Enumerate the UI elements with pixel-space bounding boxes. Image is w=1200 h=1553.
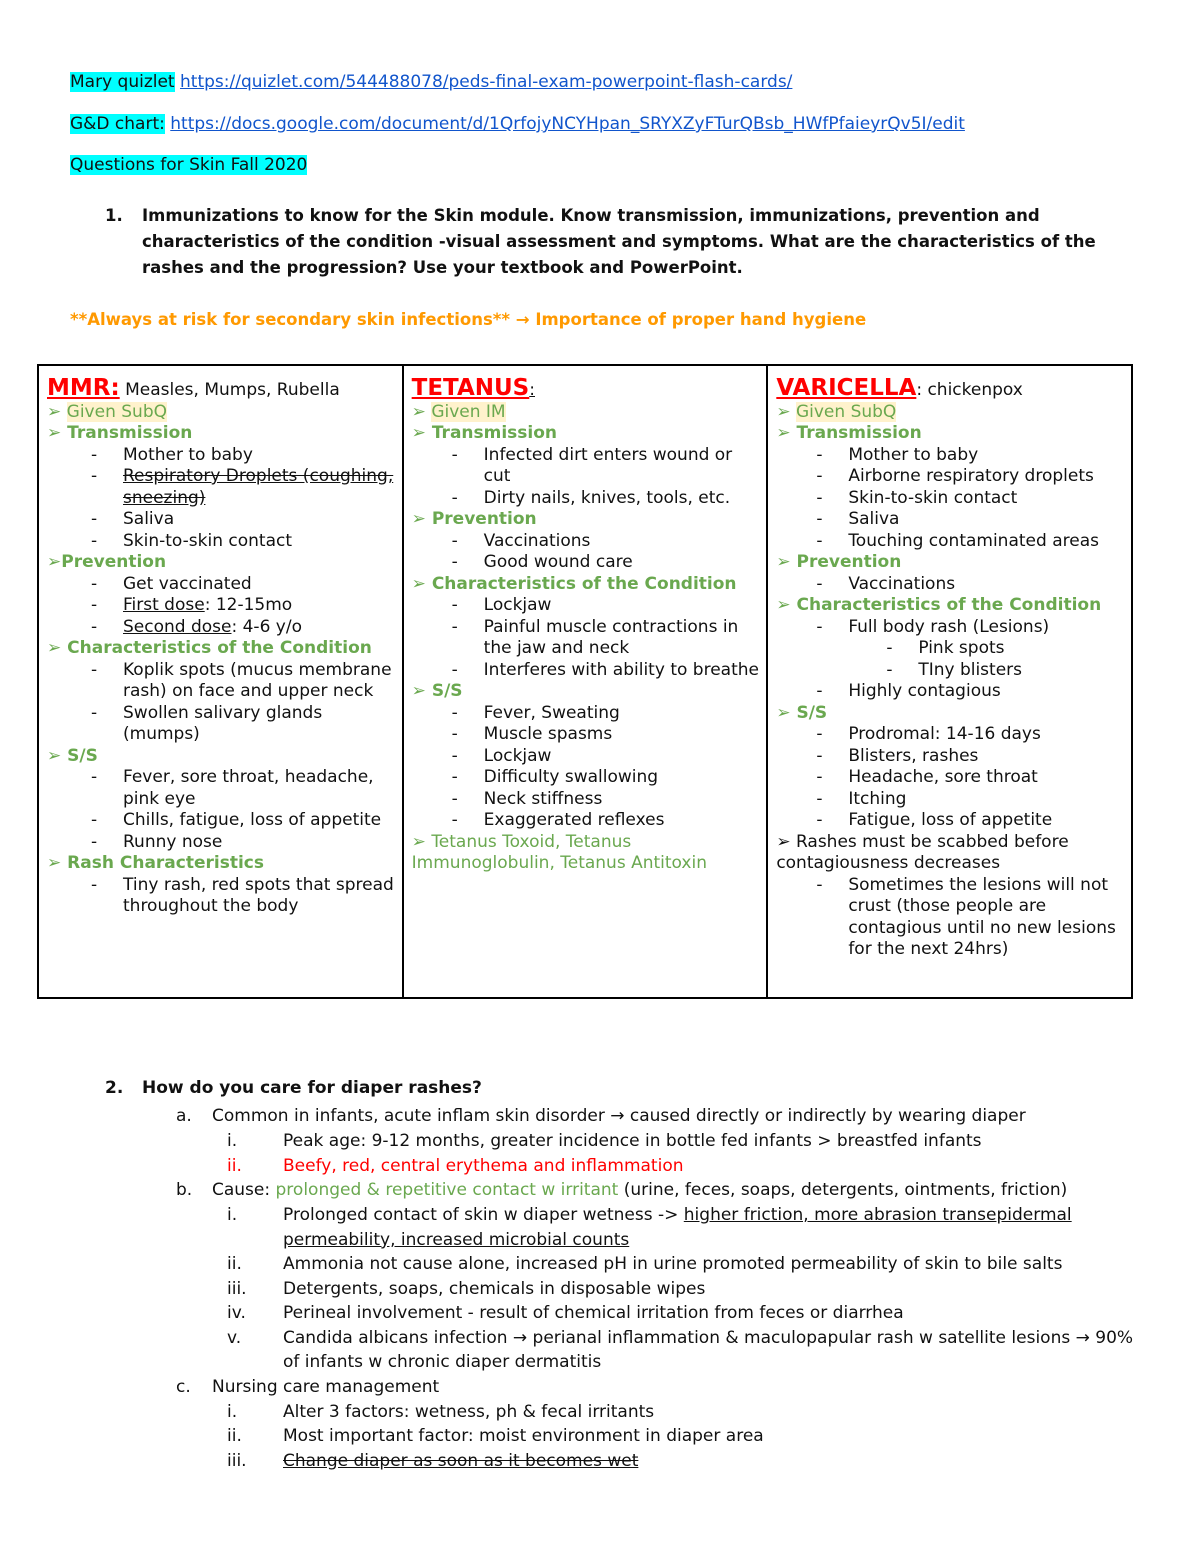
list-item: - Fever, Sweating <box>484 703 761 725</box>
list-item: - Exaggerated reflexes <box>484 810 761 832</box>
gd-chart-link[interactable]: https://docs.google.com/document/d/1QrfojyNCYHpan_SRYXZyFTurQBsb_HWfPfaieyrQv5I/edit <box>170 114 965 134</box>
question-2 <box>105 1078 1145 1473</box>
list-item: - Get vaccinated <box>123 574 396 596</box>
list-item: c. Nursing care management <box>176 1376 440 1397</box>
list-item: ii. Beefy, red, central erythema and inflammation <box>227 1155 684 1176</box>
list-item: - Saliva <box>848 509 1125 531</box>
list-item: - Koplik spots (mucus membrane rash) on face and upper neck <box>123 660 396 703</box>
list-item: i. Peak age: 9-12 months, greater incidence in bottle fed infants > breastfed infants <box>227 1131 982 1151</box>
mmr-subtitle: Measles, Mumps, Rubella <box>119 380 340 400</box>
list-item: iv. Perineal involvement - result of chemical irritation from feces or diarrhea <box>227 1303 904 1323</box>
list-item: - Blisters, rashes <box>848 746 1125 768</box>
list-item: - Painful muscle contractions in the jaw and neck <box>484 617 761 660</box>
list-item: b. Cause: prolonged & repetitive contact w irritant (urine, feces, soaps, detergents, ointments, friction) <box>176 1180 1068 1200</box>
list-item: - Fever, sore throat, headache, pink eye <box>123 767 396 810</box>
list-item: - Fatigue, loss of appetite <box>848 810 1125 832</box>
quizlet-label: Mary quizlet <box>70 72 175 92</box>
list-item: - Headache, sore throat <box>848 767 1125 789</box>
list-item: - Neck stiffness <box>484 789 761 811</box>
question-2-title: How do you care for diaper rashes? <box>142 1078 482 1098</box>
varicella-given: Given SubQ <box>795 401 897 422</box>
varicella-scab-note: Rashes must be scabbed before contagiousness decreases <box>776 831 1069 873</box>
questions-title-line <box>70 155 307 175</box>
list-item: - Lockjaw <box>484 595 761 617</box>
first-dose-label: First dose <box>123 595 205 615</box>
second-dose-value: : 4-6 y/o <box>231 616 302 637</box>
risk-note: **Always at risk for secondary skin infections** → Importance of proper hand hygiene <box>70 310 867 329</box>
tetanus-given: Given IM <box>431 401 506 422</box>
list-item: - Mother to baby <box>848 445 1125 467</box>
list-item: - Airborne respiratory droplets <box>848 466 1125 488</box>
gd-chart-label: G&D chart: <box>70 114 165 134</box>
list-item: - Pink spots <box>918 638 1125 660</box>
mmr-transmission-list <box>47 445 396 553</box>
varicella-transmission-list <box>776 445 1125 553</box>
varicella-column: VARICELLA: chickenpox ➢ Given SubQ ➢ Transmission - Mother to baby - Airborne respiratory droplets - Skin-to-skin contact - Saliva - Touching contaminated areas ➢ Prevention - Vaccinations ➢ Characteristics of the Condition - Full body rash (Lesions) - Pink spots - TIny blisters - Highly contagious ➢ S/S - Prodromal: 14-16 days - Blisters, rashes - Headache, sore throat - Itching - Fatigue, loss of appetite ➢ Rashes must be scabbed before contagiousness decreases - Sometimes the lesions will not crust (those people are contagious until no new lesions for the next 24hrs) <box>767 365 1132 998</box>
mmr-characteristics-heading: Characteristics of the Condition <box>67 638 372 658</box>
questions-title: Questions for Skin Fall 2020 <box>70 155 308 175</box>
question-1-number: 1. <box>105 206 123 225</box>
tetanus-prevention-list <box>412 531 761 574</box>
list-item: - Dirty nails, knives, tools, etc. <box>484 488 761 510</box>
list-item: - Saliva <box>123 509 396 531</box>
mmr-column: MMR: Measles, Mumps, Rubella ➢ Given SubQ ➢ Transmission - Mother to baby - Respiratory Droplets (coughing, sneezing) - Saliva - Skin-to-skin contact ➢Prevention - Get vaccinated - First dose: 12-15mo - Second dose: 4-6 y/o ➢ Characteristics of the Condition - Koplik spots (mucus membrane rash) on face and upper neck - Swollen salivary glands (mumps) ➢ S/S - Fever, sore throat, headache, pink eye - Chills, fatigue, loss of appetite - Runny nose ➢ Rash Characteristics - Tiny rash, red spots that spread throughout the body <box>38 365 403 998</box>
mmr-characteristics-list <box>47 660 396 746</box>
immunization-table <box>37 364 1133 999</box>
tetanus-transmission-list <box>412 445 761 510</box>
mmr-ss-heading: S/S <box>67 745 98 766</box>
tetanus-title: TETANUS <box>411 375 530 401</box>
list-item <box>123 617 396 639</box>
list-item: - Touching contaminated areas <box>848 531 1125 553</box>
second-dose-label: Second dose <box>123 616 232 637</box>
list-item: - Sometimes the lesions will not crust (those people are contagious until no new lesions for the next 24hrs) <box>848 875 1125 961</box>
list-item: ii. Most important factor: moist environment in diaper area <box>227 1426 764 1446</box>
list-item: - Itching <box>848 789 1125 811</box>
list-item: - Prodromal: 14-16 days <box>848 724 1125 746</box>
mmr-rash-list <box>47 875 396 918</box>
list-item: - Good wound care <box>484 552 761 574</box>
tetanus-ss-heading: S/S <box>431 681 463 701</box>
list-item: iii. Detergents, soaps, chemicals in disposable wipes <box>227 1278 706 1299</box>
varicella-characteristics-heading: Characteristics of the Condition <box>796 595 1102 615</box>
list-item: - TIny blisters <box>918 660 1125 682</box>
first-dose-value: : 12-15mo <box>204 595 293 615</box>
quizlet-link[interactable]: https://quizlet.com/544488078/peds-final-exam-powerpoint-flash-cards/ <box>180 72 793 92</box>
question-2-heading <box>105 1078 1145 1104</box>
list-item: - Lockjaw <box>484 746 761 768</box>
tetanus-colon: : <box>529 380 535 400</box>
varicella-characteristics-sublist <box>776 638 1125 681</box>
mmr-ss-list <box>47 767 396 853</box>
mmr-rash-heading: Rash Characteristics <box>67 853 264 873</box>
list-item: - Interferes with ability to breathe <box>484 660 761 682</box>
varicella-prevention-heading: Prevention <box>796 552 902 572</box>
list-item: v. Candida albicans infection → perianal inflammation & maculopapular rash w satellite lesions → 90% of infants w chronic diaper dermatitis <box>227 1327 1134 1372</box>
list-item: - Mother to baby <box>123 445 396 467</box>
list-item: - Tiny rash, red spots that spread throughout the body <box>123 875 396 918</box>
tetanus-characteristics-list <box>412 595 761 681</box>
tetanus-transmission-heading: Transmission <box>431 423 558 443</box>
question-2-number: 2. <box>105 1078 124 1098</box>
list-item: - Runny nose <box>123 832 396 854</box>
varicella-ss-list <box>776 724 1125 832</box>
list-item: - Difficulty swallowing <box>484 767 761 789</box>
question-1-text: Immunizations to know for the Skin module. Know transmission, immunizations, prevention and characteristics of the condition -visual assessment and symptoms. What are the characteristics of the rashes and the progression? Use your textbook and PowerPoint. <box>142 206 1096 277</box>
list-item: - Vaccinations <box>848 574 1125 596</box>
list-item <box>123 595 396 617</box>
mmr-prevention-list <box>47 574 396 639</box>
varicella-title: VARICELLA <box>776 375 917 401</box>
varicella-ss-heading: S/S <box>796 702 828 723</box>
varicella-transmission-heading: Transmission <box>796 423 922 443</box>
tetanus-column: TETANUS: ➢ Given IM ➢ Transmission - Infected dirt enters wound or cut - Dirty nails, knives, tools, etc. ➢ Prevention - Vaccinations - Good wound care ➢ Characteristics of the Condition - Lockjaw - Painful muscle contractions in the jaw and neck - Interferes with ability to breathe ➢ S/S - Fever, Sweating - Muscle spasms - Lockjaw - Difficulty swallowing - Neck stiffness - Exaggerated reflexes ➢ Tetanus Toxoid, Tetanus Immunoglobulin, Tetanus Antitoxin <box>403 365 768 998</box>
list-item: - Vaccinations <box>484 531 761 553</box>
mmr-prevention-heading: Prevention <box>61 552 167 572</box>
varicella-scab-list <box>776 875 1125 961</box>
list-item: - Infected dirt enters wound or cut <box>484 445 761 488</box>
varicella-prevention-list <box>776 574 1125 596</box>
tetanus-treatment: Tetanus Toxoid, Tetanus Immunoglobulin, Tetanus Antitoxin <box>411 831 707 873</box>
question-1 <box>105 203 1115 281</box>
varicella-characteristics-list <box>776 617 1125 639</box>
list-item: - Respiratory Droplets (coughing, sneezing) <box>123 466 396 509</box>
mmr-transmission-heading: Transmission <box>67 423 193 443</box>
list-item: - Muscle spasms <box>484 724 761 746</box>
tetanus-characteristics-heading: Characteristics of the Condition <box>431 573 737 594</box>
tetanus-prevention-heading: Prevention <box>431 509 537 529</box>
tetanus-ss-list <box>412 703 761 832</box>
list-item: ii. Ammonia not cause alone, increased pH in urine promoted permeability of skin to bile salts <box>227 1254 1063 1274</box>
list-item: iii. Change diaper as soon as it becomes wet <box>227 1450 639 1471</box>
mmr-title: MMR: <box>47 375 120 401</box>
gd-chart-line <box>70 114 965 134</box>
list-item: - Swollen salivary glands (mumps) <box>123 703 396 746</box>
list-item: - Skin-to-skin contact <box>123 531 396 553</box>
list-item: i. Prolonged contact of skin w diaper wetness -> higher friction, more abrasion transepidermal permeability, increased microbial counts <box>227 1205 1072 1250</box>
list-item: - Skin-to-skin contact <box>848 488 1125 510</box>
mmr-given: Given SubQ <box>66 401 167 422</box>
list-item: - Chills, fatigue, loss of appetite <box>123 810 396 832</box>
quizlet-line <box>70 72 792 92</box>
list-item: i. Alter 3 factors: wetness, ph & fecal irritants <box>227 1401 655 1422</box>
list-item: - Highly contagious <box>848 681 1125 703</box>
list-item: - Full body rash (Lesions) <box>848 617 1125 639</box>
varicella-subtitle: : chickenpox <box>916 380 1023 400</box>
list-item: a. Common in infants, acute inflam skin disorder → caused directly or indirectly by wearing diaper <box>176 1106 1026 1126</box>
varicella-characteristics-list-2 <box>776 681 1125 703</box>
